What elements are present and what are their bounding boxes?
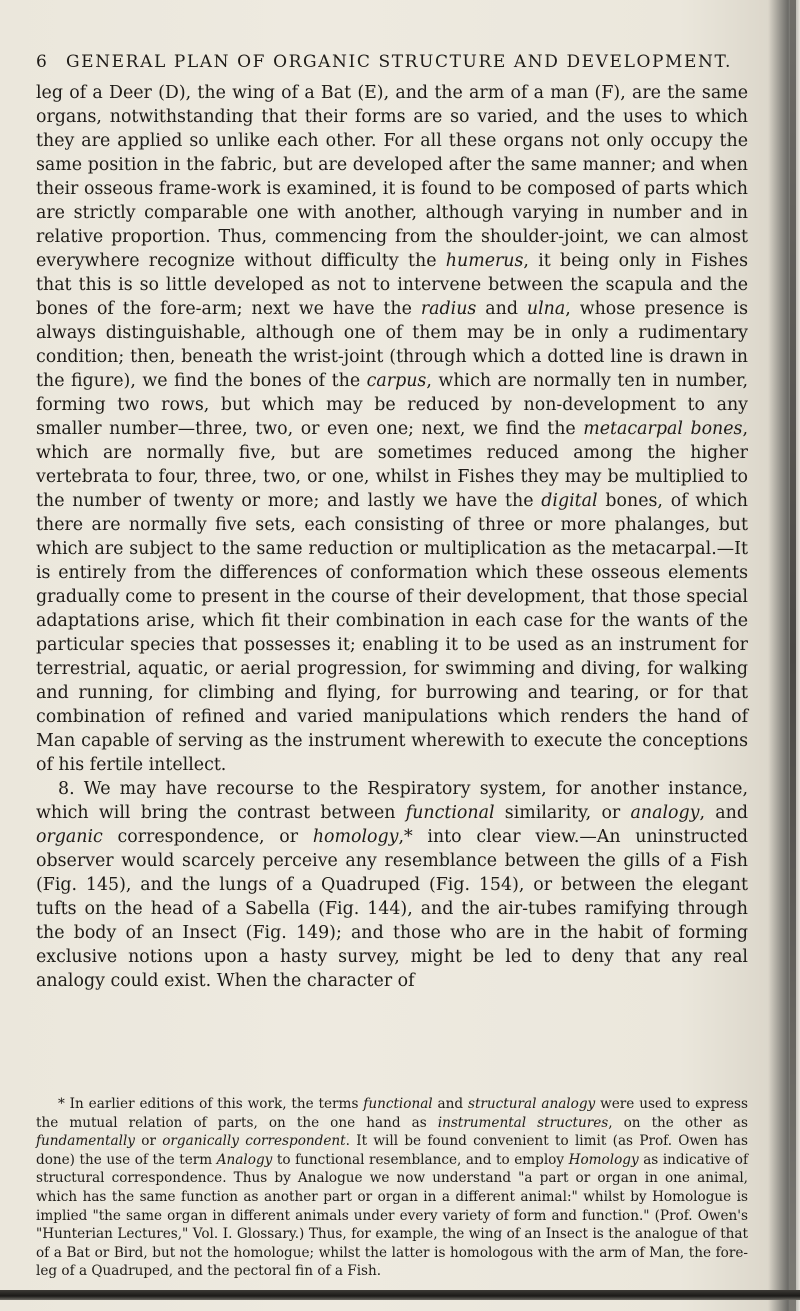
term-metacarpal: metacarpal bones: [583, 419, 743, 439]
page-number: 6: [36, 52, 49, 72]
footnote: * In earlier editions of this work, the terms functional and structural analogy were used to express the mutual relation of parts, on the one hand as instrumental structures, on the other as fundamentally or organically correspondent. It will be found convenient to limit (as Prof. Owen has done) the use of the term Analogy to functional resemblance, and to employ Homology as indicative of structural correspondence. Thus by Analogue we now understand "a part or organ in one animal, which has the same function as another part or organ in a different animal:" whilst by Homologue is implied "the same organ in different animals under every variety of form and function." (Prof. Owen's "Hunterian Lectures," Vol. I. Glossary.) Thus, for example, the wing of an Insect is the analogue of that of a Bat or Bird, but not the homologue; whilst the latter is homologous with the arm of Man, the fore-leg of a Quadruped, and the pectoral fin of a Fish.: [36, 1096, 749, 1280]
page-edge-shadow: [790, 0, 796, 1311]
term-carpus: carpus: [366, 371, 427, 391]
paragraph-respiratory: 8. We may have recourse to the Respiratory system, for another instance, which will bring the contrast between functional similarity, or analogy, and organic correspondence, or homology,* into clear view.—An uninstructed observer would scarcely perceive any resemblance between the gills of a Fish (Fig. 145), and the lungs of a Quadruped (Fig. 154), or between the elegant tufts on the head of a Sabella (Fig. 144), and the air-tubes ramifying through the body of an Insect (Fig. 149); and those who are in the habit of forming exclusive notions upon a hasty survey, might be led to deny that any real analogy could exist. When the character of: [36, 779, 748, 991]
term-analogy: analogy: [630, 803, 700, 823]
term-humerus: humerus: [445, 251, 524, 271]
term-digital: digital: [541, 491, 598, 511]
term-homology: homology: [312, 827, 399, 847]
term-radius: radius: [420, 299, 477, 319]
term-ulna: ulna: [526, 299, 566, 319]
scan-bottom-edge: [0, 1290, 800, 1300]
running-header: [36, 52, 736, 72]
paragraph-limb-homology: leg of a Deer (D), the wing of a Bat (E), and the arm of a man (F), are the same organs, notwithstanding that their forms are so varied, and the uses to which they are applied so unlike each other. For all these organs not only occupy the same position in the fabric, but are developed after the same manner; and when their osseous frame-work is examined, it is found to be composed of parts which are strictly comparable one with another, although varying in number and in relative proportion. Thus, commencing from the shoulder-joint, we can almost everywhere recognize without difficulty the humerus, it being only in Fishes that this is so little developed as not to intervene between the scapula and the bones of the fore-arm; next we have the radius and ulna, whose presence is always distinguishable, although one of them may be in only a rudimentary condition; then, beneath the wrist-joint (through which a dotted line is drawn in the figure), we find the bones of the carpus, which are normally ten in number, forming two rows, but which may be reduced by non-development to any smaller number—three, two, or even one; next, we find the metacarpal bones, which are normally five, but are sometimes reduced among the higher vertebrata to four, three, two, or one, whilst in Fishes they may be multiplied to the number of twenty or more; and lastly we have the digital bones, of which there are normally five sets, each consisting of three or more phalanges, but which are subject to the same reduction or multiplication as the metacarpal.—It is entirely from the differences of conformation which these osseous elements gradually come to present in the course of their development, that those special adaptations arise, which fit their combination in each case for the wants of the particular species that possesses it; enabling it to be used as an instrument for terrestrial, aquatic, or aerial progression, for swimming and diving, for walking and running, for climbing and flying, for burrowing and tearing, or for that combination of refined and varied manipulations which renders the hand of Man capable of serving as the instrument wherewith to execute the conceptions of his fertile intellect.: [36, 83, 749, 775]
term-organic: organic: [36, 827, 103, 847]
term-functional: functional: [405, 803, 495, 823]
running-title: GENERAL PLAN OF ORGANIC STRUCTURE AND DEVELOPMENT.: [66, 52, 732, 72]
main-text: [36, 81, 748, 993]
footnote-marker: ,*: [398, 827, 413, 847]
